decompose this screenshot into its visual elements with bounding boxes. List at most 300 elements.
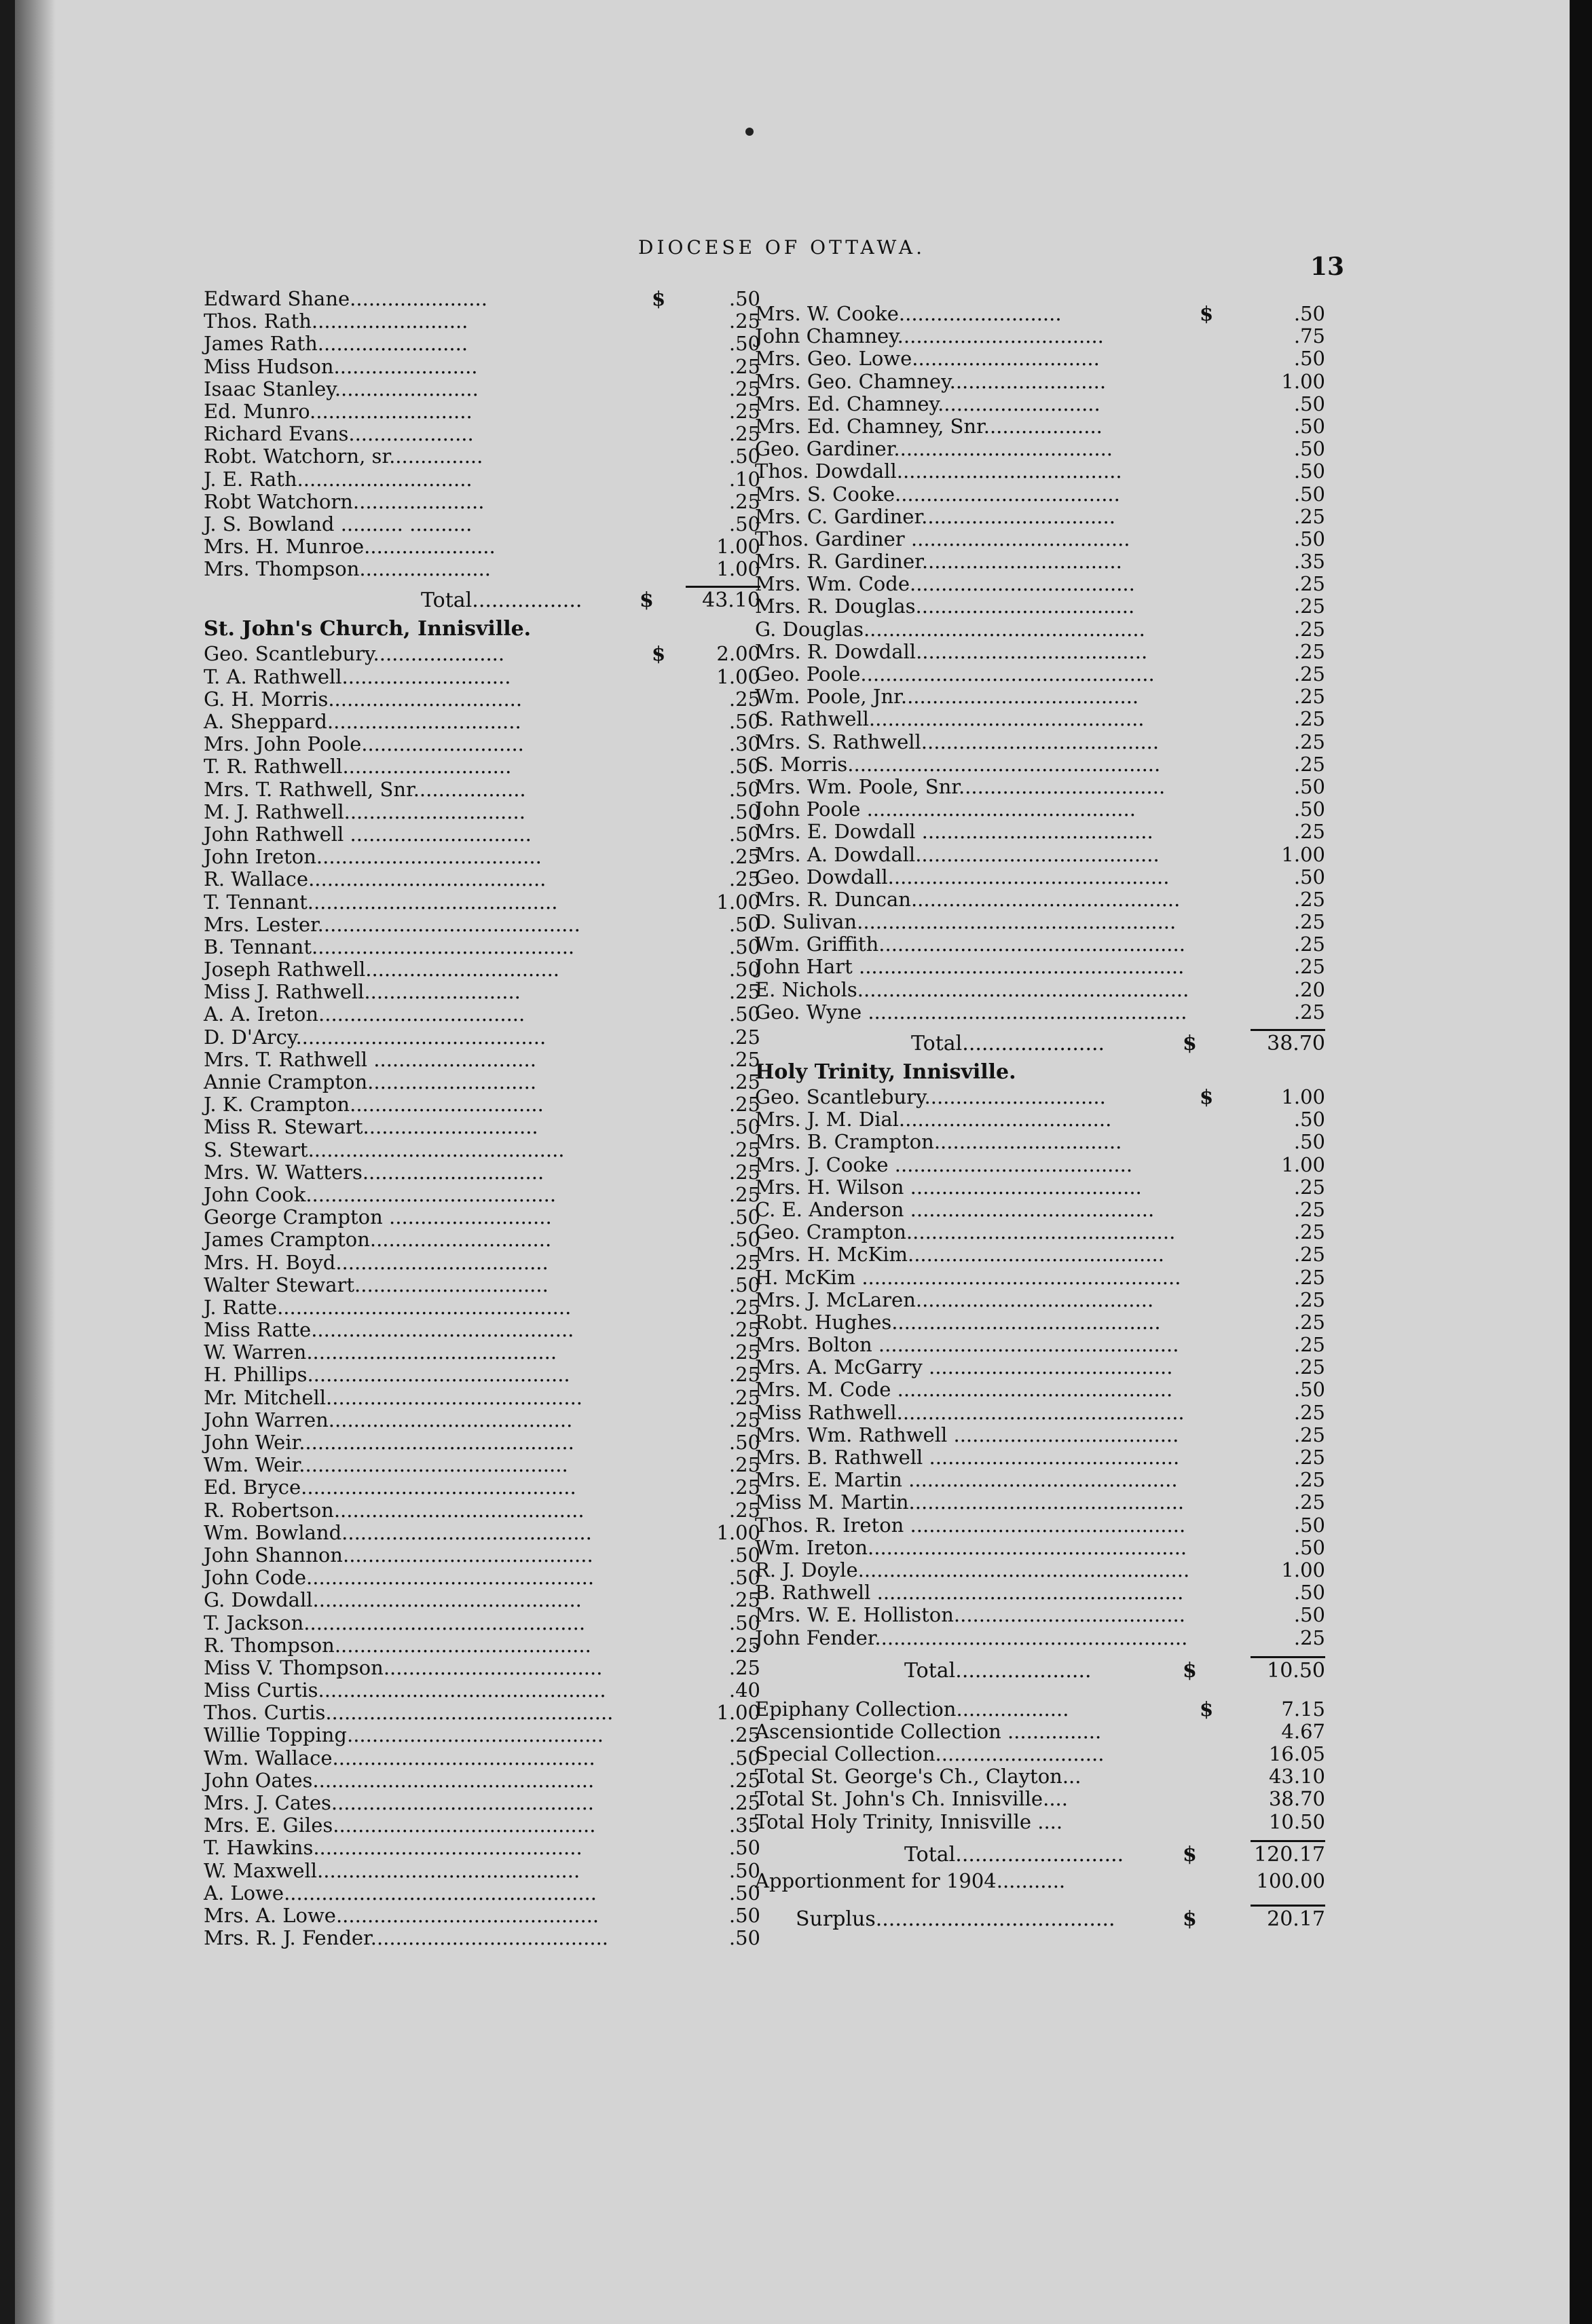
- entry-amount: .20: [1293, 977, 1325, 1001]
- ink-dot: [745, 128, 754, 136]
- entry-row: [755, 844, 1325, 866]
- entry-amount: .50: [1293, 1378, 1325, 1402]
- entry-row: [755, 1446, 1325, 1469]
- entry-amount: .25: [1293, 1265, 1325, 1289]
- entry-amount: .50: [1293, 437, 1325, 461]
- entry-row: [755, 1379, 1325, 1401]
- entry-row: [755, 393, 1325, 415]
- entry-row: [755, 1154, 1325, 1176]
- entry-name: Mrs. B. Crampton..............................: [755, 1130, 1122, 1154]
- entry-amount: .25: [728, 1070, 760, 1093]
- dollar-sign: $: [1183, 1032, 1197, 1055]
- entry-amount: .25: [1293, 1491, 1325, 1514]
- right-column: [755, 303, 1325, 1934]
- entry-name: T. R. Rathwell...........................: [204, 755, 512, 779]
- entry-amount: .50: [728, 1228, 760, 1252]
- entry-amount: .25: [1293, 1175, 1325, 1199]
- entry-row: [755, 1559, 1325, 1581]
- entry-name: Walter Stewart...............................: [204, 1273, 549, 1296]
- entry-amount: .25: [728, 399, 760, 423]
- entry-amount: .50: [728, 822, 760, 846]
- entry-name: Mrs. T. Rathwell ..........................: [204, 1047, 536, 1071]
- entry-row: [755, 1514, 1325, 1537]
- entry-amount: 1.00: [1281, 842, 1325, 866]
- entry-amount: .25: [1293, 707, 1325, 731]
- summary-total-row: [755, 1840, 1325, 1870]
- entry-row: [204, 936, 760, 958]
- entry-amount: .25: [1293, 1197, 1325, 1221]
- entry-amount: .50: [728, 777, 760, 801]
- entry-row: [204, 733, 760, 755]
- entry-row: [204, 468, 760, 491]
- entry-name: Mrs. M. Code ............................................: [755, 1378, 1173, 1402]
- entry-row: [204, 981, 760, 1003]
- entry-name: Miss Ratte..........................................: [204, 1318, 574, 1342]
- entry-amount: .25: [1293, 617, 1325, 641]
- entry-name: C. E. Anderson .......................................: [755, 1197, 1155, 1221]
- entry-amount: 38.70: [1268, 1787, 1325, 1811]
- entry-amount: 4.67: [1281, 1719, 1325, 1743]
- entry-amount: .50: [1293, 798, 1325, 821]
- entry-name: Isaac Stanley.......................: [204, 377, 479, 400]
- entry-name: Mrs. H. Munroe.....................: [204, 535, 496, 559]
- entry-row: [204, 1792, 760, 1814]
- entry-row: [204, 1589, 760, 1611]
- entry-amount: .50: [1293, 347, 1325, 371]
- entry-row: [755, 911, 1325, 933]
- entry-amount: .25: [728, 980, 760, 1004]
- entry-name: Wm. Wallace..........................................: [204, 1746, 595, 1769]
- entry-row: [204, 1026, 760, 1049]
- entry-name: S. Morris..................................................: [755, 752, 1161, 776]
- entry-amount: .25: [728, 845, 760, 869]
- entry-name: Mrs. E. Dowdall .....................................: [755, 820, 1153, 844]
- entry-name: Total St. John's Ch. Innisville....: [755, 1787, 1068, 1811]
- entry-row: [755, 415, 1325, 438]
- entry-name: Mrs. E. Giles..........................................: [204, 1814, 596, 1837]
- entry-amount: 1.00: [1281, 1558, 1325, 1581]
- entry-name: Mrs. W. Watters.............................: [204, 1160, 544, 1184]
- entry-row: [755, 686, 1325, 708]
- entry-name: Thos. Curtis..............................................: [204, 1701, 614, 1725]
- entry-name: Mrs. Ed. Chamney, Snr...................: [755, 414, 1103, 438]
- entry-amount: .25: [1293, 1423, 1325, 1446]
- entry-amount: .25: [728, 1453, 760, 1477]
- entry-amount: .25: [728, 1182, 760, 1206]
- entry-name: Thos. Dowdall....................................: [755, 460, 1122, 483]
- total-label: Total..........................: [904, 1842, 1124, 1867]
- entry-name: Thos. Gardiner ...................................: [755, 527, 1130, 550]
- entry-row: [204, 1116, 760, 1138]
- entry-name: R. J. Doyle.....................................................: [755, 1558, 1190, 1581]
- entry-row: [755, 798, 1325, 821]
- dollar-sign: $: [652, 642, 666, 666]
- entry-amount: .25: [728, 1408, 760, 1431]
- entry-amount: .25: [728, 1250, 760, 1274]
- entry-name: Miss R. Stewart............................: [204, 1115, 538, 1139]
- entry-name: D. Sulivan...................................................: [755, 910, 1177, 934]
- entry-row: [755, 1334, 1325, 1356]
- entry-amount: .25: [1293, 504, 1325, 528]
- entry-row: [204, 1184, 760, 1206]
- entry-name: J. Ratte...............................................: [204, 1295, 572, 1319]
- entry-name: Wm. Poole, Jnr......................................: [755, 685, 1139, 709]
- entry-name: Mrs. J. Cates..........................................: [204, 1791, 595, 1814]
- entry-name: Mrs. A. Lowe..........................................: [204, 1903, 599, 1927]
- entry-name: W. Maxwell..........................................: [204, 1858, 580, 1882]
- entry-amount: .25: [1293, 1626, 1325, 1649]
- entry-amount: 1.00: [716, 1701, 760, 1725]
- entry-row: [204, 1364, 760, 1386]
- entry-name: T. Tennant........................................: [204, 890, 558, 914]
- entry-row: [204, 1522, 760, 1544]
- entry-name: Thos. R. Ireton ............................................: [755, 1513, 1186, 1537]
- entry-name: Miss J. Rathwell.........................: [204, 980, 521, 1004]
- entry-name: John Poole ...........................................: [755, 798, 1136, 821]
- spacer: [755, 1686, 1325, 1698]
- entry-row: [755, 371, 1325, 393]
- entry-amount: .50: [1293, 1535, 1325, 1559]
- entry-row: [204, 666, 760, 688]
- section-title-holy-trinity: Holy Trinity, Innisville.: [755, 1060, 1016, 1084]
- dollar-sign: $: [640, 588, 654, 613]
- entry-amount: 2.00: [716, 642, 760, 666]
- entry-row: [204, 801, 760, 823]
- entry-name: Mrs. Bolton ................................................: [755, 1333, 1179, 1357]
- entry-row: [204, 711, 760, 733]
- dollar-sign: $: [1183, 1658, 1197, 1683]
- entry-row: [204, 1274, 760, 1296]
- entry-name: Geo. Scantlebury.............................: [755, 1085, 1106, 1108]
- entry-name: Edward Shane......................: [204, 287, 487, 310]
- total-amount: 120.17: [1254, 1842, 1325, 1867]
- entry-amount: .50: [728, 1881, 760, 1905]
- entry-name: Mrs. S. Cooke....................................: [755, 482, 1120, 506]
- entry-row: [204, 333, 760, 355]
- entry-name: T. Hawkins...........................................: [204, 1836, 582, 1860]
- entry-amount: .25: [1293, 1288, 1325, 1311]
- entry-row: [755, 573, 1325, 595]
- entry-amount: .50: [728, 1858, 760, 1882]
- entry-name: Mrs. John Poole..........................: [204, 732, 524, 756]
- entry-row: [755, 1001, 1325, 1024]
- entry-name: Mr. Mitchell.........................................: [204, 1385, 583, 1409]
- apportionment-row: [755, 1870, 1325, 1892]
- entry-amount: .50: [728, 1431, 760, 1454]
- entry-row: [204, 1476, 760, 1499]
- entry-row: [204, 513, 760, 536]
- entry-row: [755, 1765, 1325, 1788]
- entry-row: [755, 438, 1325, 460]
- entry-row: [755, 1221, 1325, 1243]
- entry-amount: .50: [1293, 460, 1325, 483]
- entry-row: [204, 643, 760, 665]
- entry-amount: .50: [1293, 865, 1325, 888]
- entry-amount: .75: [1293, 324, 1325, 348]
- apportionment-amount: 100.00: [1256, 1869, 1325, 1892]
- entry-row: [204, 1049, 760, 1071]
- entry-amount: .50: [728, 1115, 760, 1139]
- entry-amount: .25: [728, 1341, 760, 1364]
- entry-amount: .50: [1293, 302, 1325, 325]
- entry-name: John Fender..................................................: [755, 1626, 1188, 1649]
- entry-name: Total Holy Trinity, Innisville ....: [755, 1810, 1063, 1833]
- entry-name: Total St. George's Ch., Clayton...: [755, 1765, 1081, 1788]
- entry-row: [204, 1927, 760, 1949]
- entry-amount: .25: [728, 377, 760, 400]
- entry-name: J. E. Rath............................: [204, 467, 473, 491]
- entry-row: [755, 1289, 1325, 1311]
- entry-amount: .25: [728, 687, 760, 711]
- entry-row: [755, 1721, 1325, 1743]
- entry-row: [204, 1409, 760, 1431]
- entry-row: [755, 550, 1325, 573]
- entry-row: [204, 1657, 760, 1679]
- entry-amount: 1.00: [716, 890, 760, 914]
- entry-name: John Rathwell .............................: [204, 822, 532, 846]
- entry-amount: .50: [1293, 392, 1325, 415]
- entry-amount: .30: [728, 732, 760, 756]
- entry-amount: .25: [728, 1025, 760, 1049]
- entry-name: Mrs. Ed. Chamney..........................: [755, 392, 1100, 415]
- entry-row: [204, 1071, 760, 1093]
- entry-row: [204, 1003, 760, 1026]
- entry-name: Mrs. H. McKim.........................................: [755, 1243, 1164, 1267]
- entry-amount: .25: [1293, 1446, 1325, 1469]
- entry-row: [755, 1581, 1325, 1604]
- entry-name: A. Sheppard...............................: [204, 710, 521, 733]
- entry-amount: .50: [728, 755, 760, 779]
- entry-name: Wm. Weir...........................................: [204, 1453, 568, 1477]
- entry-name: Epiphany Collection..................: [755, 1697, 1069, 1721]
- entry-row: [204, 1702, 760, 1724]
- entry-amount: .25: [1293, 1468, 1325, 1492]
- entry-amount: .25: [1293, 955, 1325, 979]
- entry-name: Miss Curtis..............................................: [204, 1679, 606, 1702]
- entry-name: Wm. Griffith.................................................: [755, 933, 1185, 956]
- entry-name: Ascensiontide Collection ...............: [755, 1719, 1102, 1743]
- st-johns-entries: [204, 643, 760, 1949]
- entry-name: Geo. Scantlebury.....................: [204, 642, 505, 666]
- entry-row: [755, 1402, 1325, 1424]
- entry-amount: .25: [728, 1498, 760, 1522]
- entry-row: [755, 641, 1325, 663]
- entry-amount: 16.05: [1268, 1742, 1325, 1766]
- entry-name: Geo. Wyne ...................................................: [755, 1000, 1187, 1024]
- entry-name: B. Rathwell .................................................: [755, 1581, 1184, 1605]
- entry-row: [204, 536, 760, 558]
- entry-amount: 1.00: [1281, 369, 1325, 393]
- entry-name: Mrs. A. Dowdall.......................................: [755, 842, 1160, 866]
- entry-amount: .25: [728, 422, 760, 446]
- entry-name: Mrs. Wm. Code....................................: [755, 572, 1135, 596]
- entry-row: [204, 1229, 760, 1251]
- entry-row: [204, 1679, 760, 1702]
- entry-name: J. S. Bowland .......... ..........: [204, 512, 473, 536]
- entry-row: [204, 868, 760, 891]
- entry-amount: .25: [728, 1160, 760, 1184]
- entry-name: Willie Topping.........................................: [204, 1723, 604, 1747]
- entry-amount: .50: [728, 1273, 760, 1296]
- entry-amount: .25: [728, 1723, 760, 1747]
- entry-row: [204, 1882, 760, 1905]
- entry-amount: .40: [728, 1679, 760, 1702]
- entry-row: [204, 558, 760, 580]
- entry-row: [204, 356, 760, 378]
- entry-amount: .50: [1293, 1603, 1325, 1627]
- entry-amount: .25: [728, 1476, 760, 1499]
- entry-amount: .25: [728, 1655, 760, 1679]
- entry-row: [755, 528, 1325, 550]
- entry-row: [755, 866, 1325, 888]
- entry-row: [204, 823, 760, 846]
- entry-name: Mrs. A. McGarry .......................................: [755, 1355, 1173, 1379]
- entry-name: John Weir............................................: [204, 1431, 574, 1454]
- entry-name: James Rath........................: [204, 332, 468, 356]
- entry-amount: .50: [728, 935, 760, 958]
- holy-trinity-entries: [755, 1086, 1325, 1649]
- entry-name: Thos. Rath.........................: [204, 310, 468, 333]
- entry-amount: .25: [1293, 1000, 1325, 1024]
- entry-row: [755, 1267, 1325, 1289]
- entry-amount: .25: [1293, 685, 1325, 709]
- entry-name: Mrs. Wm. Poole, Snr.................................: [755, 774, 1166, 798]
- total-amount: 10.50: [1267, 1658, 1325, 1683]
- entry-row: [204, 1296, 760, 1319]
- entry-name: A. A. Ireton.................................: [204, 1002, 525, 1026]
- entry-amount: .25: [728, 354, 760, 378]
- entry-name: E. Nichols.....................................................: [755, 977, 1189, 1001]
- entry-amount: .50: [728, 710, 760, 733]
- entry-amount: .50: [1293, 527, 1325, 550]
- dollar-sign: $: [1200, 1697, 1214, 1721]
- entry-name: H. Phillips..........................................: [204, 1363, 570, 1387]
- entry-row: [755, 1424, 1325, 1446]
- entry-amount: .50: [728, 958, 760, 981]
- entry-row: [204, 445, 760, 468]
- entry-name: A. Lowe..................................................: [204, 1881, 597, 1905]
- binding-shadow: [15, 0, 56, 2324]
- entry-amount: .50: [728, 1205, 760, 1229]
- entry-row: [755, 1491, 1325, 1514]
- entry-row: [755, 1108, 1325, 1131]
- entry-name: R. Wallace......................................: [204, 867, 547, 891]
- entry-name: Ed. Bryce............................................: [204, 1476, 576, 1499]
- entry-row: [204, 1206, 760, 1229]
- entry-row: [204, 1814, 760, 1837]
- entry-name: Robt Watchorn.....................: [204, 489, 485, 513]
- entry-row: [204, 491, 760, 513]
- entry-amount: .10: [728, 467, 760, 491]
- entry-row: [755, 1469, 1325, 1491]
- entry-name: Mrs. T. Rathwell, Snr..................: [204, 777, 526, 801]
- entry-name: John Ireton....................................: [204, 845, 542, 869]
- entry-amount: 1.00: [716, 1520, 760, 1544]
- entry-name: Mrs. Thompson.....................: [204, 557, 492, 581]
- entry-row: [755, 821, 1325, 843]
- entry-amount: .50: [728, 1002, 760, 1026]
- entry-name: M. J. Rathwell.............................: [204, 800, 525, 823]
- entry-amount: .25: [1293, 1310, 1325, 1334]
- total-amount: 43.10: [702, 588, 760, 613]
- entry-row: [755, 776, 1325, 798]
- entry-name: John Oates.............................................: [204, 1768, 595, 1792]
- entry-row: [204, 288, 760, 310]
- entry-name: Geo. Crampton...........................................: [755, 1220, 1176, 1244]
- entry-name: G. Douglas.............................................: [755, 617, 1145, 641]
- entry-row: [755, 1743, 1325, 1765]
- entry-name: D. D'Arcy........................................: [204, 1025, 547, 1049]
- entry-name: Mrs. W. E. Holliston.....................................: [755, 1603, 1185, 1627]
- entry-name: Mrs. R. Duncan...........................................: [755, 887, 1181, 911]
- entry-row: [755, 1243, 1325, 1266]
- entry-amount: .50: [1293, 774, 1325, 798]
- entry-row: [204, 400, 760, 423]
- entry-amount: .25: [1293, 572, 1325, 596]
- entry-amount: .50: [728, 1611, 760, 1634]
- left-total-row: [204, 586, 760, 616]
- entry-name: John Warren.......................................: [204, 1408, 573, 1431]
- entry-name: Geo. Dowdall.............................................: [755, 865, 1170, 888]
- entry-name: Mrs. S. Rathwell......................................: [755, 730, 1160, 753]
- entry-name: J. K. Crampton...............................: [204, 1093, 544, 1117]
- entry-row: [204, 1319, 760, 1341]
- entry-row: [204, 1252, 760, 1274]
- entry-name: Robt. Hughes...........................................: [755, 1310, 1161, 1334]
- entry-amount: .50: [728, 800, 760, 823]
- entry-name: James Crampton.............................: [204, 1228, 552, 1252]
- entry-row: [204, 1544, 760, 1567]
- entry-row: [204, 423, 760, 445]
- entry-row: [204, 1387, 760, 1409]
- entry-row: [204, 1093, 760, 1116]
- entry-row: [755, 303, 1325, 325]
- entry-amount: .50: [728, 512, 760, 536]
- entry-amount: .25: [728, 1363, 760, 1387]
- entry-row: [755, 933, 1325, 956]
- entry-amount: .50: [1293, 1581, 1325, 1605]
- entry-row: [755, 1627, 1325, 1649]
- surplus-amount: 20.17: [1267, 1907, 1325, 1931]
- entry-row: [204, 1161, 760, 1184]
- entry-row: [755, 483, 1325, 506]
- entry-row: [204, 1499, 760, 1522]
- entry-name: Mrs. H. Wilson .....................................: [755, 1175, 1142, 1199]
- entry-name: S. Rathwell............................................: [755, 707, 1145, 731]
- entry-name: R. Thompson.........................................: [204, 1633, 591, 1657]
- summary-entries: [755, 1698, 1325, 1833]
- entry-amount: .35: [728, 1814, 760, 1837]
- entry-amount: .50: [1293, 482, 1325, 506]
- entry-name: S. Stewart.........................................: [204, 1138, 565, 1161]
- entry-row: [755, 753, 1325, 776]
- entry-amount: .25: [1293, 910, 1325, 934]
- entry-row: [755, 1537, 1325, 1559]
- entry-name: John Chamney.................................: [755, 324, 1104, 348]
- entry-name: Annie Crampton...........................: [204, 1070, 537, 1093]
- entry-amount: .25: [1293, 1400, 1325, 1424]
- entry-row: [204, 1905, 760, 1927]
- entry-name: Mrs. Wm. Rathwell ....................................: [755, 1423, 1179, 1446]
- entry-amount: .50: [728, 1746, 760, 1769]
- entry-row: [204, 1634, 760, 1657]
- entry-name: Richard Evans....................: [204, 422, 474, 446]
- entry-name: Joseph Rathwell...............................: [204, 958, 560, 981]
- entry-name: George Crampton ..........................: [204, 1205, 552, 1229]
- entry-amount: .25: [1293, 933, 1325, 956]
- entry-name: Special Collection...........................: [755, 1742, 1105, 1766]
- entry-amount: .25: [728, 1588, 760, 1612]
